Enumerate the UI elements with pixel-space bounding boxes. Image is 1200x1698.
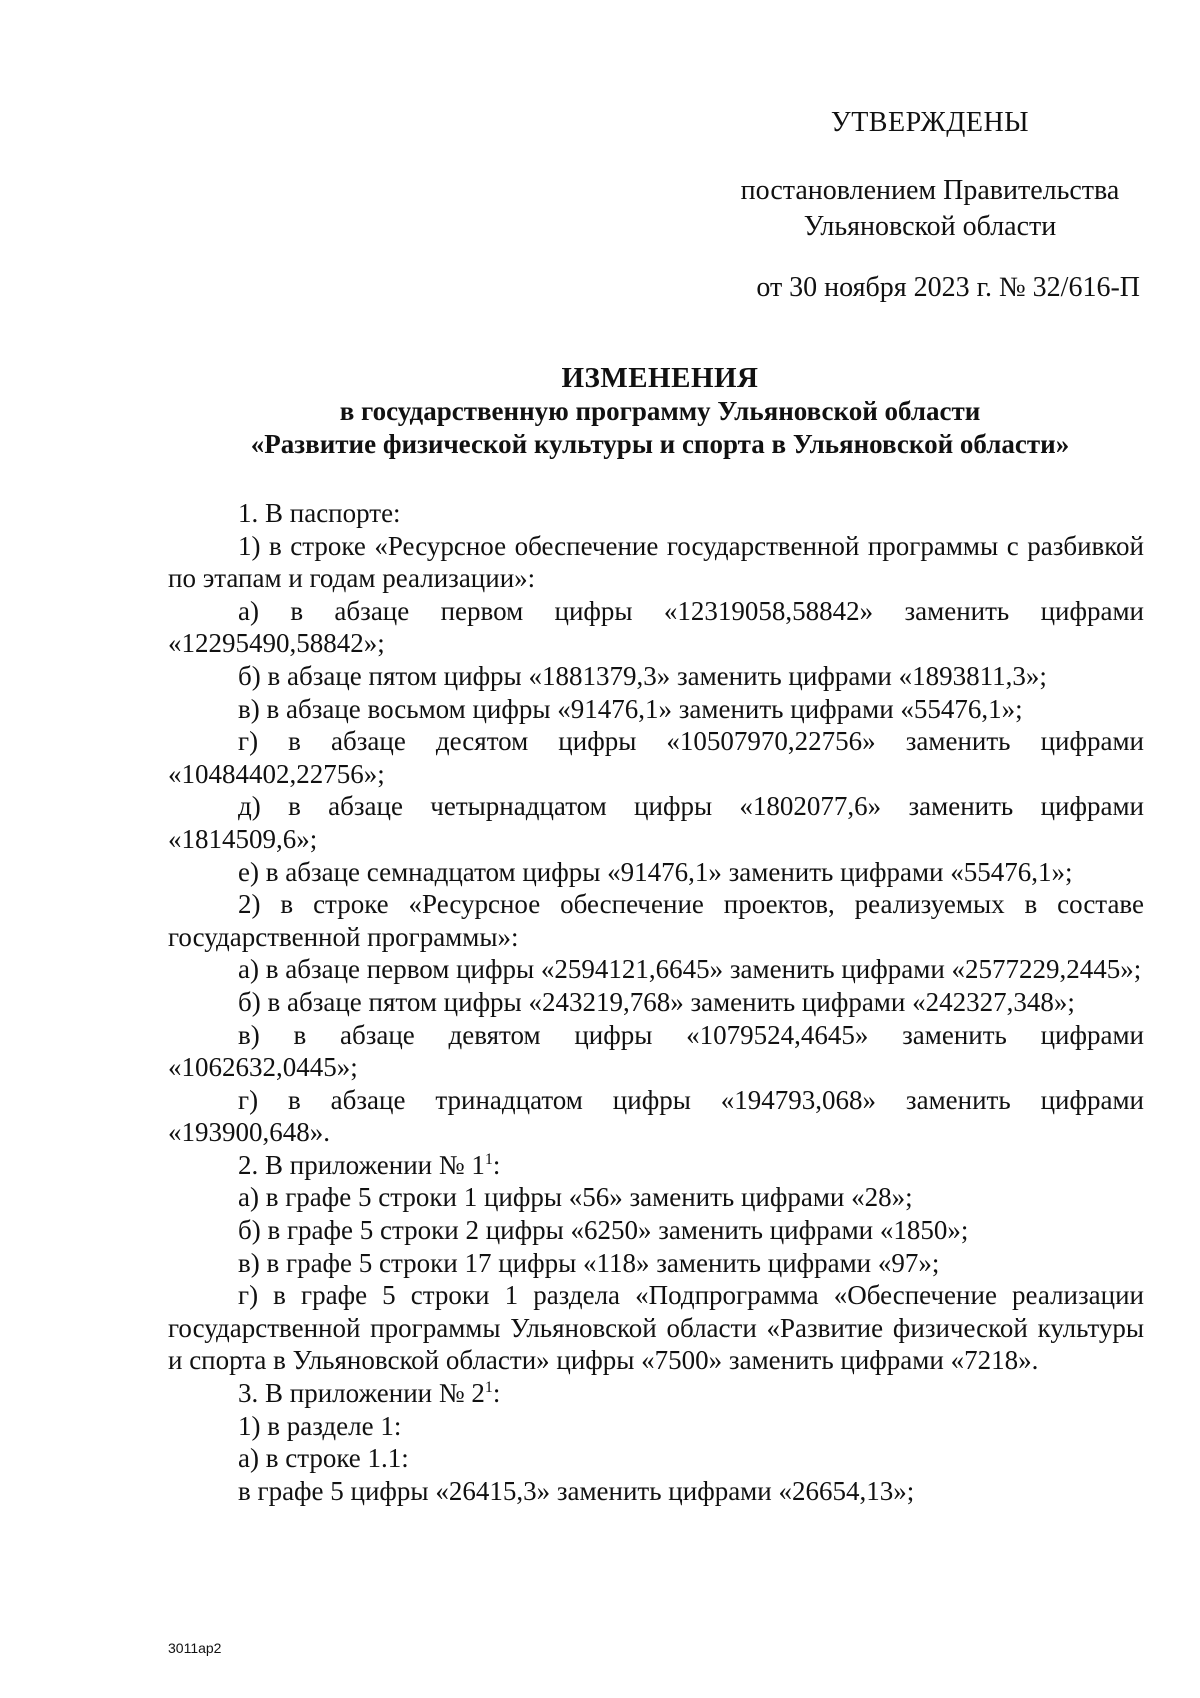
paragraph-text: 1) в разделе 1: (238, 1410, 402, 1441)
paragraph (168, 856, 1144, 889)
paragraph (168, 1084, 1144, 1149)
paragraph (168, 953, 1144, 986)
heading-line-2: в государственную программу Ульяновской области (339, 396, 981, 426)
heading-line-3: «Развитие физической культуры и спорта в Ульяновской области» (250, 429, 1070, 459)
paragraph-text: в) в абзаце восьмом цифры «91476,1» заменить цифрами «55476,1»; (238, 693, 1023, 724)
superscript: 1 (484, 1379, 493, 1397)
superscript: 1 (484, 1150, 493, 1168)
approval-title: УТВЕРЖДЕНЫ (830, 107, 1030, 138)
paragraph (168, 1377, 1144, 1410)
paragraph (168, 497, 1144, 530)
paragraph (168, 725, 1144, 790)
paragraph (168, 1019, 1144, 1084)
paragraph-text: б) в абзаце пятом цифры «243219,768» заменить цифрами «242327,348»; (238, 986, 1075, 1017)
approval-block (730, 173, 1130, 245)
paragraph-text: 3. В приложении № 2 (238, 1378, 485, 1409)
paragraph (168, 693, 1144, 726)
paragraph-text: г) в графе 5 строки 1 раздела «Подпрограмма «Обеспечение реализации государственной программы Ульяновской области «Развитие физической культуры и спорта в Ульяновской области» цифры «7500» заменить цифрами «7218». (168, 1280, 1144, 1376)
paragraph-text: е) в абзаце семнадцатом цифры «91476,1» заменить цифрами «55476,1»; (238, 856, 1073, 887)
paragraph (168, 530, 1144, 595)
paragraph (168, 1410, 1144, 1443)
paragraph (168, 1214, 1144, 1247)
paragraph (168, 1475, 1144, 1508)
paragraph-text: а) в абзаце первом цифры «2594121,6645» заменить цифрами «2577229,2445»; (238, 954, 1142, 985)
document-heading (160, 362, 1160, 461)
paragraph-text: в) в графе 5 строки 17 цифры «118» заменить цифрами «97»; (238, 1247, 940, 1278)
heading-title: ИЗМЕНЕНИЯ (561, 362, 759, 394)
paragraph-text: 2. В приложении № 1 (238, 1149, 485, 1180)
paragraph-text: б) в абзаце пятом цифры «1881379,3» заменить цифрами «1893811,3»; (238, 660, 1047, 691)
paragraph (168, 1181, 1144, 1214)
paragraph-text: в графе 5 цифры «26415,3» заменить цифрами «26654,13»; (238, 1475, 915, 1506)
paragraph-text: б) в графе 5 строки 2 цифры «6250» заменить цифрами «1850»; (238, 1215, 969, 1246)
paragraph (168, 986, 1144, 1019)
paragraph (168, 790, 1144, 855)
paragraph-suffix: : (492, 1378, 501, 1409)
paragraph-text: 2) в строке «Ресурсное обеспечение проектов, реализуемых в составе государственной программы»: (168, 889, 1144, 952)
paragraph (168, 1247, 1144, 1280)
paragraph-suffix: : (492, 1149, 501, 1180)
paragraph-text: г) в абзаце десятом цифры «10507970,22756» заменить цифрами «10484402,22756»; (168, 726, 1144, 789)
paragraph (168, 1442, 1144, 1475)
approval-line-2: Ульяновской области (803, 211, 1057, 242)
paragraph (168, 595, 1144, 660)
paragraph-text: в) в абзаце девятом цифры «1079524,4645» заменить цифрами «1062632,0445»; (168, 1019, 1144, 1083)
approval-date: от 30 ноября 2023 г. № 32/616-П (756, 272, 1140, 303)
paragraph (168, 1279, 1144, 1377)
paragraph (168, 660, 1144, 693)
paragraph-text: 1) в строке «Ресурсное обеспечение государственной программы с разбивкой по этапам и годам реализации»: (168, 530, 1144, 594)
paragraph (168, 888, 1144, 953)
paragraph-text: д) в абзаце четырнадцатом цифры «1802077,6» заменить цифрами «1814509,6»; (168, 791, 1144, 854)
footer-code: 3011ар2 (168, 1640, 222, 1656)
paragraph-text: а) в графе 5 строки 1 цифры «56» заменить цифрами «28»; (238, 1182, 913, 1213)
document-body (168, 497, 1144, 1507)
paragraph-text: а) в строке 1.1: (238, 1443, 409, 1474)
approval-line-1: постановлением Правительства (740, 175, 1120, 206)
paragraph-text: г) в абзаце тринадцатом цифры «194793,068» заменить цифрами «193900,648». (168, 1084, 1144, 1148)
paragraph-text: а) в абзаце первом цифры «12319058,58842» заменить цифрами «12295490,58842»; (168, 595, 1144, 659)
paragraph-text: 1. В паспорте: (238, 498, 401, 528)
paragraph (168, 1149, 1144, 1182)
